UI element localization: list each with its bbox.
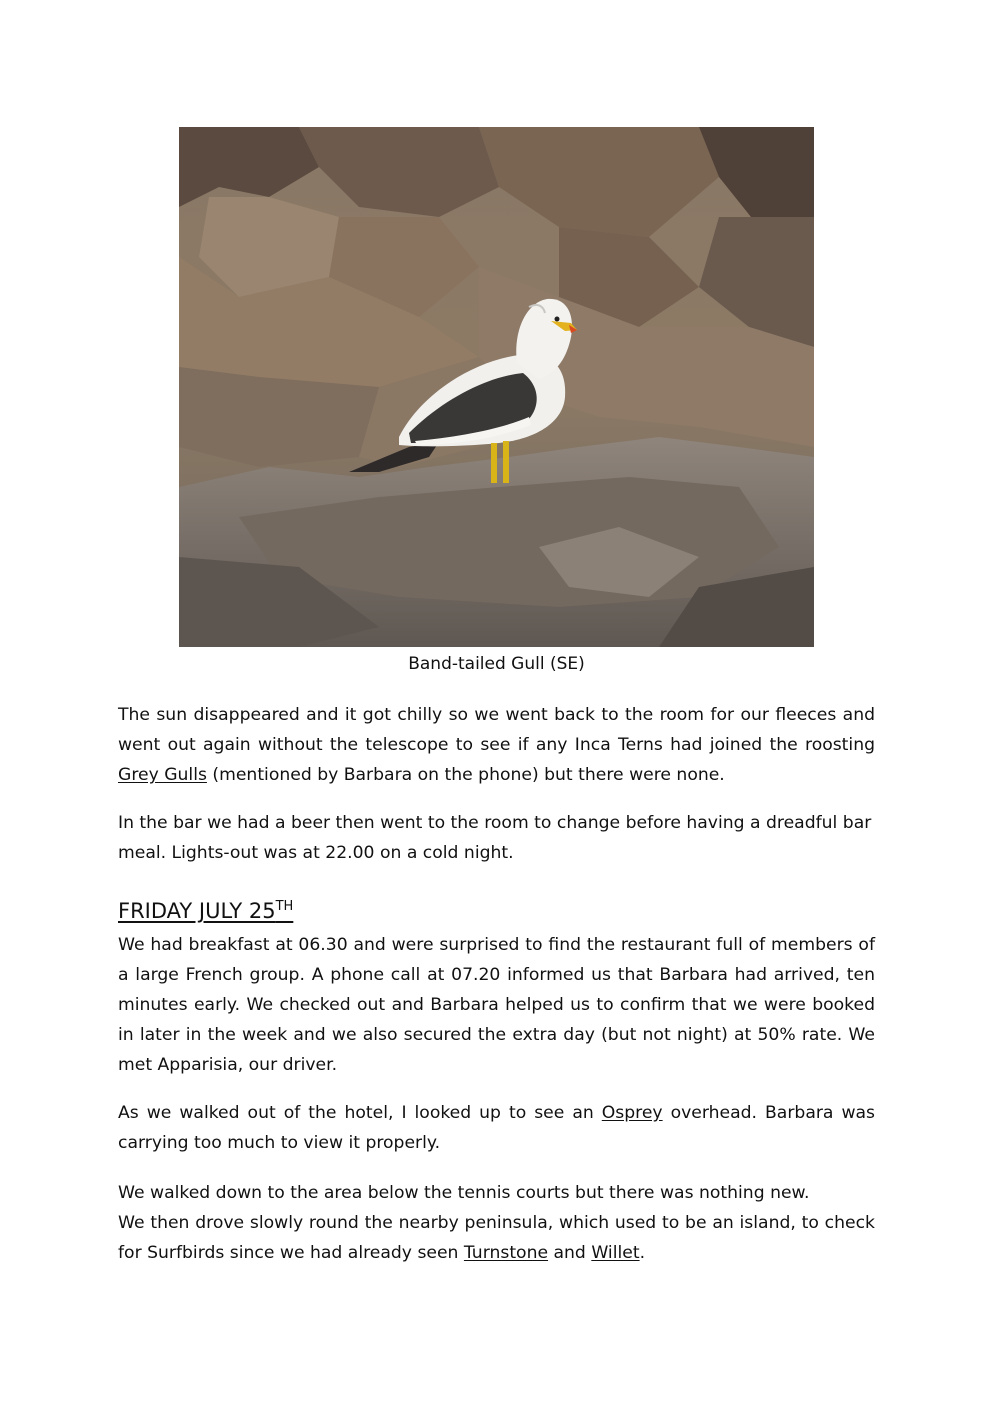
day-heading-suffix: TH (275, 899, 294, 914)
paragraph-text: . (639, 1243, 646, 1263)
paragraph-breakfast: We had breakfast at 06.30 and were surprised to find the restaurant full of members of a large French group. A phone call at 07.20 informed us that Barbara had arrived, ten minutes early. We checked out and Barbara helped us to confirm that we were booked in later in the week and we also secured the extra day (but not night) at 50% rate. We met Apparisia, our driver. (118, 935, 875, 1075)
paragraph-text: The sun disappeared and it got chilly so we went back to the room for our fleeces and went out again without the telescope to see if any Inca Terns had joined the roosting (118, 705, 875, 755)
paragraph-peninsula (118, 1178, 875, 1268)
paragraph-text: We then drove slowly round the nearby peninsula, which used to be an island, to check for Surfbirds since we had already seen (118, 1213, 875, 1263)
willet-link[interactable]: Willet (591, 1243, 640, 1263)
grey-gulls-link[interactable]: Grey Gulls (118, 765, 207, 785)
paragraph-bar-meal: In the bar we had a beer then went to the room to change before having a dreadful bar meal. Lights-out was at 22.00 on a cold night. (118, 813, 872, 863)
turnstone-link[interactable]: Turnstone (463, 1243, 549, 1263)
day-heading-text: FRIDAY JULY 25 (118, 899, 276, 923)
paragraph-text: (mentioned by Barbara on the phone) but there were none. (206, 765, 725, 785)
paragraph-text: and (548, 1243, 592, 1263)
paragraph-text: overhead. Barbara was carrying too much to view it properly. (118, 1103, 875, 1153)
photo-caption: Band-tailed Gull (SE) (408, 654, 585, 674)
band-tailed-gull-photo (179, 127, 814, 647)
day-heading (118, 896, 293, 926)
paragraph-text: As we walked out of the hotel, I looked up to see an (118, 1103, 602, 1123)
paragraph-osprey (118, 1098, 875, 1158)
paragraph-grey-gulls (118, 700, 875, 790)
paragraph-line: We walked down to the area below the tennis courts but there was nothing new. (118, 1183, 810, 1203)
paragraph-peninsula-text (118, 1208, 875, 1268)
osprey-link[interactable]: Osprey (601, 1103, 663, 1123)
